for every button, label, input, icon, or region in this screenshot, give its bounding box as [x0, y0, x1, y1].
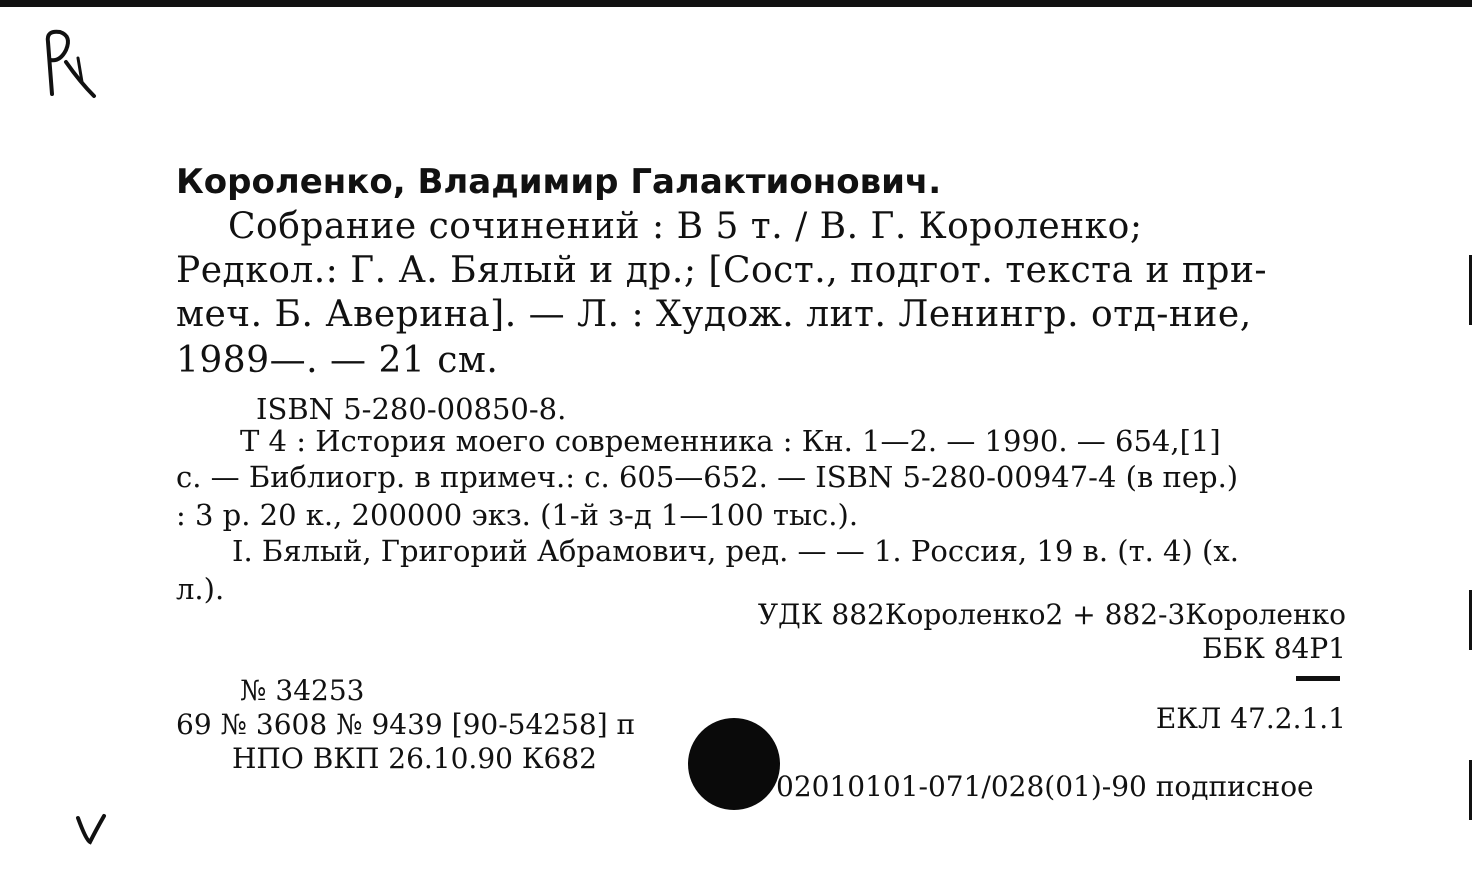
handwritten-corner-mark: [38, 22, 108, 102]
tracing-line: л.).: [176, 572, 225, 606]
entry-heading: Короленко, Владимир Галактионович.: [176, 162, 942, 202]
title-line: [228, 206, 1340, 247]
divider-mark: [1296, 676, 1340, 681]
price-code: 02010101-071/028(01)-90 подписное: [776, 770, 1314, 803]
order-number: № 34253: [240, 674, 365, 707]
volume-line: Т 4 : История моего современника : Кн. 1—2. — 1990. — 654,[1]: [240, 424, 1221, 458]
volume-line: с. — Библиогр. в примеч.: с. 605—652. — ISBN 5-280-00947-4 (в пер.): [176, 460, 1239, 494]
title-line: 1989—. — 21 см.: [176, 340, 499, 381]
ekl-code: ЕКЛ 47.2.1.1: [1155, 702, 1346, 735]
volume-line: : 3 р. 20 к., 200000 экз. (1-й з-д 1—100 тыс.).: [176, 498, 859, 532]
tracing-line: I. Бялый, Григорий Абрамович, ред. — — 1. Россия, 19 в. (т. 4) (х.: [232, 534, 1239, 568]
isbn-line: ISBN 5-280-00850-8.: [256, 392, 567, 426]
title-line: меч. Б. Аверина]. — Л. : Худож. лит. Ленингр. отд-ние,: [176, 294, 1252, 335]
punch-hole: [688, 718, 780, 810]
card-top-border: [0, 0, 1472, 7]
udk-code: УДК 882Короленко2 + 882-3Короленко: [757, 598, 1346, 631]
title-line: Редкол.: Г. А. Бялый и др.; [Сост., подгот. текста и при-: [176, 250, 1268, 291]
title-line-text: Собрание сочинений : В 5 т. / В. Г. Короленко;: [228, 206, 1143, 247]
handwritten-check-mark: [72, 810, 112, 850]
print-line: 69 № 3608 № 9439 [90-54258] п: [176, 708, 636, 741]
bbk-code: ББК 84Р1: [1201, 632, 1346, 665]
npo-line: НПО ВКП 26.10.90 К682: [232, 742, 597, 775]
